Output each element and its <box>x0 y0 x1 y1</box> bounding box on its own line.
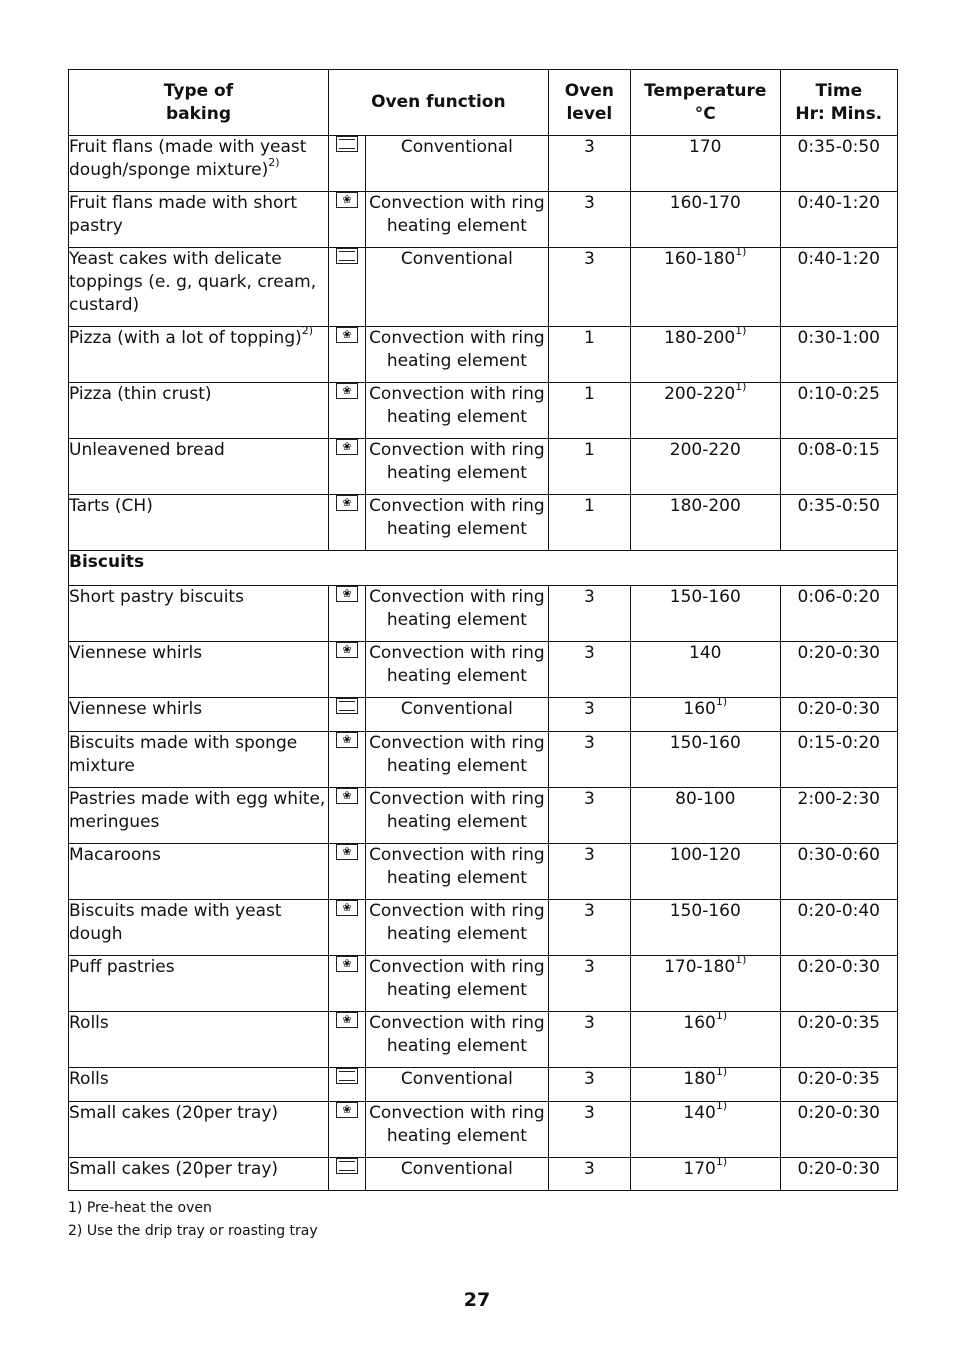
temperature-text: 170 <box>683 1159 716 1179</box>
cell-oven-function: Convection with ring heating element <box>366 192 549 248</box>
cell-type-of-baking <box>69 586 329 642</box>
table-row <box>69 192 898 248</box>
cell-oven-level: 3 <box>548 248 630 327</box>
table-row <box>69 1068 898 1102</box>
baking-type-text: Fruit flans (made with yeast dough/sponge mixture) <box>69 137 307 180</box>
cell-temperature <box>631 586 781 642</box>
conventional-icon <box>336 698 358 714</box>
header-oven-function: Oven function <box>328 70 548 136</box>
cell-temperature <box>631 1099 781 1158</box>
section-row <box>69 551 898 586</box>
temperature-text: 80-100 <box>675 789 736 809</box>
baking-type-text: Rolls <box>69 1069 109 1089</box>
table-row <box>69 383 898 439</box>
temperature-text: 150-160 <box>669 733 741 753</box>
cell-function-icon <box>328 698 365 732</box>
cell-temperature <box>631 953 781 1012</box>
cell-time: 0:20-0:30 <box>780 698 897 732</box>
baking-type-text: Unleavened bread <box>69 440 225 460</box>
baking-type-text: Rolls <box>69 1013 109 1033</box>
temperature-text: 150-160 <box>669 901 741 921</box>
footnote-ref: 1) <box>715 1009 728 1023</box>
baking-type-text: Macaroons <box>69 845 161 865</box>
fan-ring-icon: ❀ <box>336 642 358 658</box>
cell-time: 0:10-0:25 <box>780 383 897 439</box>
baking-type-text: Pizza (with a lot of topping) <box>69 328 302 348</box>
table-row <box>69 495 898 551</box>
temperature-text: 140 <box>689 643 722 663</box>
cell-function-icon <box>328 495 365 551</box>
cell-oven-level: 3 <box>548 732 630 788</box>
cell-function-icon <box>328 732 365 788</box>
cell-oven-function: Convection with ring heating element <box>366 1012 549 1068</box>
table-row <box>69 586 898 642</box>
cell-function-icon <box>328 1068 365 1102</box>
cell-type-of-baking <box>69 248 329 327</box>
page-number: 27 <box>463 1289 491 1311</box>
fan-ring-icon: ❀ <box>336 788 358 804</box>
cell-oven-level: 3 <box>548 698 630 732</box>
cell-oven-function: Conventional <box>366 1068 549 1102</box>
baking-table <box>68 69 898 1191</box>
cell-function-icon <box>328 192 365 248</box>
temperature-text: 160 <box>683 699 716 719</box>
header-temperature: Temperature °C <box>631 70 781 136</box>
cell-temperature <box>631 192 781 248</box>
footnote-ref: 1) <box>735 380 747 394</box>
cell-temperature <box>631 900 781 956</box>
fan-ring-icon: ❀ <box>336 956 358 972</box>
table-body <box>69 136 898 1191</box>
cell-time: 0:35-0:50 <box>780 495 897 551</box>
table-row <box>69 788 898 844</box>
cell-function-icon <box>328 439 365 495</box>
cell-oven-level: 1 <box>548 383 630 439</box>
cell-oven-level: 3 <box>548 1158 630 1191</box>
cell-type-of-baking <box>69 900 329 956</box>
table-row <box>69 1158 898 1191</box>
fan-ring-icon: ❀ <box>336 1012 358 1028</box>
cell-oven-function: Convection with ring heating element <box>366 383 549 439</box>
cell-oven-level: 1 <box>548 327 630 383</box>
cell-type-of-baking <box>69 1068 329 1102</box>
cell-time: 0:30-0:60 <box>780 844 897 900</box>
cell-oven-function: Convection with ring heating element <box>366 1102 549 1158</box>
fan-ring-icon: ❀ <box>336 439 358 455</box>
baking-type-text: Biscuits made with sponge mixture <box>69 733 298 776</box>
baking-type-text: Viennese whirls <box>69 699 203 719</box>
table-header-row <box>69 70 898 136</box>
cell-function-icon <box>328 586 365 642</box>
cell-function-icon <box>328 1102 365 1158</box>
cell-oven-level: 3 <box>548 136 630 192</box>
cell-type-of-baking <box>69 956 329 1012</box>
cell-time: 0:20-0:30 <box>780 1102 897 1158</box>
cell-temperature <box>631 1009 781 1068</box>
cell-time: 0:40-1:20 <box>780 248 897 327</box>
fan-ring-icon: ❀ <box>336 586 358 602</box>
fan-ring-icon: ❀ <box>336 844 358 860</box>
fan-ring-icon: ❀ <box>336 327 358 343</box>
table-row <box>69 248 898 327</box>
fan-ring-icon: ❀ <box>336 900 358 916</box>
baking-type-text: Puff pastries <box>69 957 175 977</box>
cell-oven-function: Convection with ring heating element <box>366 788 549 844</box>
cell-oven-level: 3 <box>548 642 630 698</box>
cell-oven-function: Convection with ring heating element <box>366 495 549 551</box>
cell-oven-level: 3 <box>548 956 630 1012</box>
cell-function-icon <box>328 1158 365 1191</box>
cell-type-of-baking <box>69 844 329 900</box>
cell-temperature <box>631 1155 781 1191</box>
cell-type-of-baking <box>69 192 329 248</box>
cell-oven-level: 3 <box>548 1012 630 1068</box>
table-row <box>69 732 898 788</box>
cell-time: 0:20-0:30 <box>780 1158 897 1191</box>
cell-function-icon <box>328 1012 365 1068</box>
baking-type-text: Small cakes (20per tray) <box>69 1103 279 1123</box>
footnote-ref: 2) <box>268 156 280 170</box>
temperature-text: 180 <box>683 1069 716 1089</box>
cell-oven-level: 3 <box>548 586 630 642</box>
fan-ring-icon: ❀ <box>336 732 358 748</box>
baking-type-text: Pastries made with egg white, meringues <box>69 789 326 832</box>
baking-type-text: Tarts (CH) <box>69 496 153 516</box>
cell-time: 0:20-0:35 <box>780 1012 897 1068</box>
cell-temperature <box>631 245 781 327</box>
cell-function-icon <box>328 956 365 1012</box>
temperature-text: 160-180 <box>664 249 736 269</box>
table-row <box>69 900 898 956</box>
cell-type-of-baking <box>69 324 329 383</box>
cell-temperature <box>631 380 781 439</box>
temperature-text: 200-220 <box>669 440 741 460</box>
temperature-text: 150-160 <box>669 587 741 607</box>
cell-oven-function: Convection with ring heating element <box>366 900 549 956</box>
cell-time: 0:30-1:00 <box>780 327 897 383</box>
cell-time: 0:40-1:20 <box>780 192 897 248</box>
conventional-icon <box>336 248 358 264</box>
cell-time: 0:15-0:20 <box>780 732 897 788</box>
cell-oven-function: Convection with ring heating element <box>366 844 549 900</box>
fan-ring-icon: ❀ <box>336 495 358 511</box>
cell-function-icon <box>328 136 365 192</box>
cell-function-icon <box>328 642 365 698</box>
cell-oven-function: Convection with ring heating element <box>366 586 549 642</box>
cell-time: 0:08-0:15 <box>780 439 897 495</box>
temperature-text: 160-170 <box>669 193 741 213</box>
fan-ring-icon: ❀ <box>336 192 358 208</box>
cell-type-of-baking <box>69 495 329 551</box>
temperature-text: 180-200 <box>669 496 741 516</box>
cell-time: 2:00-2:30 <box>780 788 897 844</box>
footnote-ref: 1) <box>735 245 747 259</box>
table-row <box>69 136 898 192</box>
cell-type-of-baking <box>69 788 329 844</box>
fan-ring-icon: ❀ <box>336 1102 358 1118</box>
cell-oven-level: 1 <box>548 495 630 551</box>
cell-type-of-baking <box>69 1012 329 1068</box>
cell-function-icon <box>328 327 365 383</box>
cell-type-of-baking <box>69 1158 329 1191</box>
cell-oven-level: 1 <box>548 439 630 495</box>
cell-temperature <box>631 439 781 495</box>
baking-type-text: Short pastry biscuits <box>69 587 244 607</box>
footnote-ref: 1) <box>735 953 747 967</box>
footnote-preheat: 1) Pre-heat the oven <box>68 1200 212 1216</box>
cell-oven-level: 3 <box>548 788 630 844</box>
cell-oven-level: 3 <box>548 192 630 248</box>
temperature-text: 170 <box>689 137 722 157</box>
header-type-of-baking: Type of baking <box>69 70 329 136</box>
cell-type-of-baking <box>69 698 329 732</box>
cell-temperature <box>631 844 781 900</box>
temperature-text: 180-200 <box>664 328 736 348</box>
cell-oven-level: 3 <box>548 844 630 900</box>
cell-oven-function: Conventional <box>366 248 549 327</box>
section-heading: Biscuits <box>69 551 898 586</box>
cell-function-icon <box>328 248 365 327</box>
cell-type-of-baking <box>69 1102 329 1158</box>
footnote-drip-tray: 2) Use the drip tray or roasting tray <box>68 1223 318 1239</box>
cell-type-of-baking <box>69 642 329 698</box>
cell-oven-level: 3 <box>548 900 630 956</box>
cell-temperature <box>631 324 781 383</box>
table-row <box>69 327 898 383</box>
table-row <box>69 956 898 1012</box>
temperature-text: 200-220 <box>664 384 736 404</box>
footnote-ref: 1) <box>735 324 747 338</box>
baking-type-text: Pizza (thin crust) <box>69 384 212 404</box>
cell-oven-function: Conventional <box>366 1158 549 1191</box>
conventional-icon <box>336 1158 358 1174</box>
cell-temperature <box>631 1065 781 1102</box>
cell-time: 0:20-0:40 <box>780 900 897 956</box>
temperature-text: 160 <box>683 1013 716 1033</box>
cell-oven-function: Convection with ring heating element <box>366 732 549 788</box>
cell-function-icon <box>328 383 365 439</box>
cell-type-of-baking <box>69 136 329 192</box>
fan-ring-icon: ❀ <box>336 383 358 399</box>
cell-temperature <box>631 788 781 844</box>
cell-temperature <box>631 732 781 788</box>
baking-type-text: Yeast cakes with delicate toppings (e. g, quark, cream, custard) <box>69 249 317 315</box>
cell-time: 0:20-0:30 <box>780 956 897 1012</box>
footnote-ref: 2) <box>301 324 314 338</box>
header-oven-level: Oven level <box>548 70 630 136</box>
table-row <box>69 1012 898 1068</box>
cell-type-of-baking <box>69 383 329 439</box>
cell-function-icon <box>328 844 365 900</box>
conventional-icon <box>336 136 358 152</box>
header-time: Time Hr: Mins. <box>780 70 897 136</box>
footnote-ref: 1) <box>715 1099 728 1113</box>
cell-time: 0:06-0:20 <box>780 586 897 642</box>
cell-type-of-baking <box>69 732 329 788</box>
cell-oven-function: Conventional <box>366 136 549 192</box>
temperature-text: 100-120 <box>669 845 741 865</box>
cell-time: 0:35-0:50 <box>780 136 897 192</box>
conventional-icon <box>336 1068 358 1084</box>
footnotes <box>68 1197 318 1243</box>
cell-temperature <box>631 495 781 551</box>
footnote-ref: 1) <box>715 1065 728 1079</box>
temperature-text: 140 <box>683 1103 716 1123</box>
table-row <box>69 844 898 900</box>
cell-function-icon <box>328 788 365 844</box>
baking-type-text: Biscuits made with yeast dough <box>69 901 282 944</box>
cell-function-icon <box>328 900 365 956</box>
cell-time: 0:20-0:35 <box>780 1068 897 1102</box>
cell-type-of-baking <box>69 439 329 495</box>
table-row <box>69 439 898 495</box>
table-row <box>69 642 898 698</box>
cell-temperature <box>631 695 781 732</box>
temperature-text: 170-180 <box>664 957 736 977</box>
baking-type-text: Small cakes (20per tray) <box>69 1159 279 1179</box>
table-row <box>69 698 898 732</box>
cell-oven-level: 3 <box>548 1102 630 1158</box>
cell-oven-function: Convection with ring heating element <box>366 439 549 495</box>
table-row <box>69 1102 898 1158</box>
cell-temperature <box>631 642 781 698</box>
cell-oven-function: Convection with ring heating element <box>366 642 549 698</box>
baking-type-text: Fruit flans made with short pastry <box>69 193 298 236</box>
cell-oven-function: Conventional <box>366 698 549 732</box>
cell-time: 0:20-0:30 <box>780 642 897 698</box>
cell-temperature <box>631 136 781 192</box>
footnote-ref: 1) <box>715 1155 728 1169</box>
cell-oven-function: Convection with ring heating element <box>366 327 549 383</box>
baking-type-text: Viennese whirls <box>69 643 203 663</box>
footnote-ref: 1) <box>715 695 728 709</box>
cell-oven-function: Convection with ring heating element <box>366 956 549 1012</box>
cell-oven-level: 3 <box>548 1068 630 1102</box>
